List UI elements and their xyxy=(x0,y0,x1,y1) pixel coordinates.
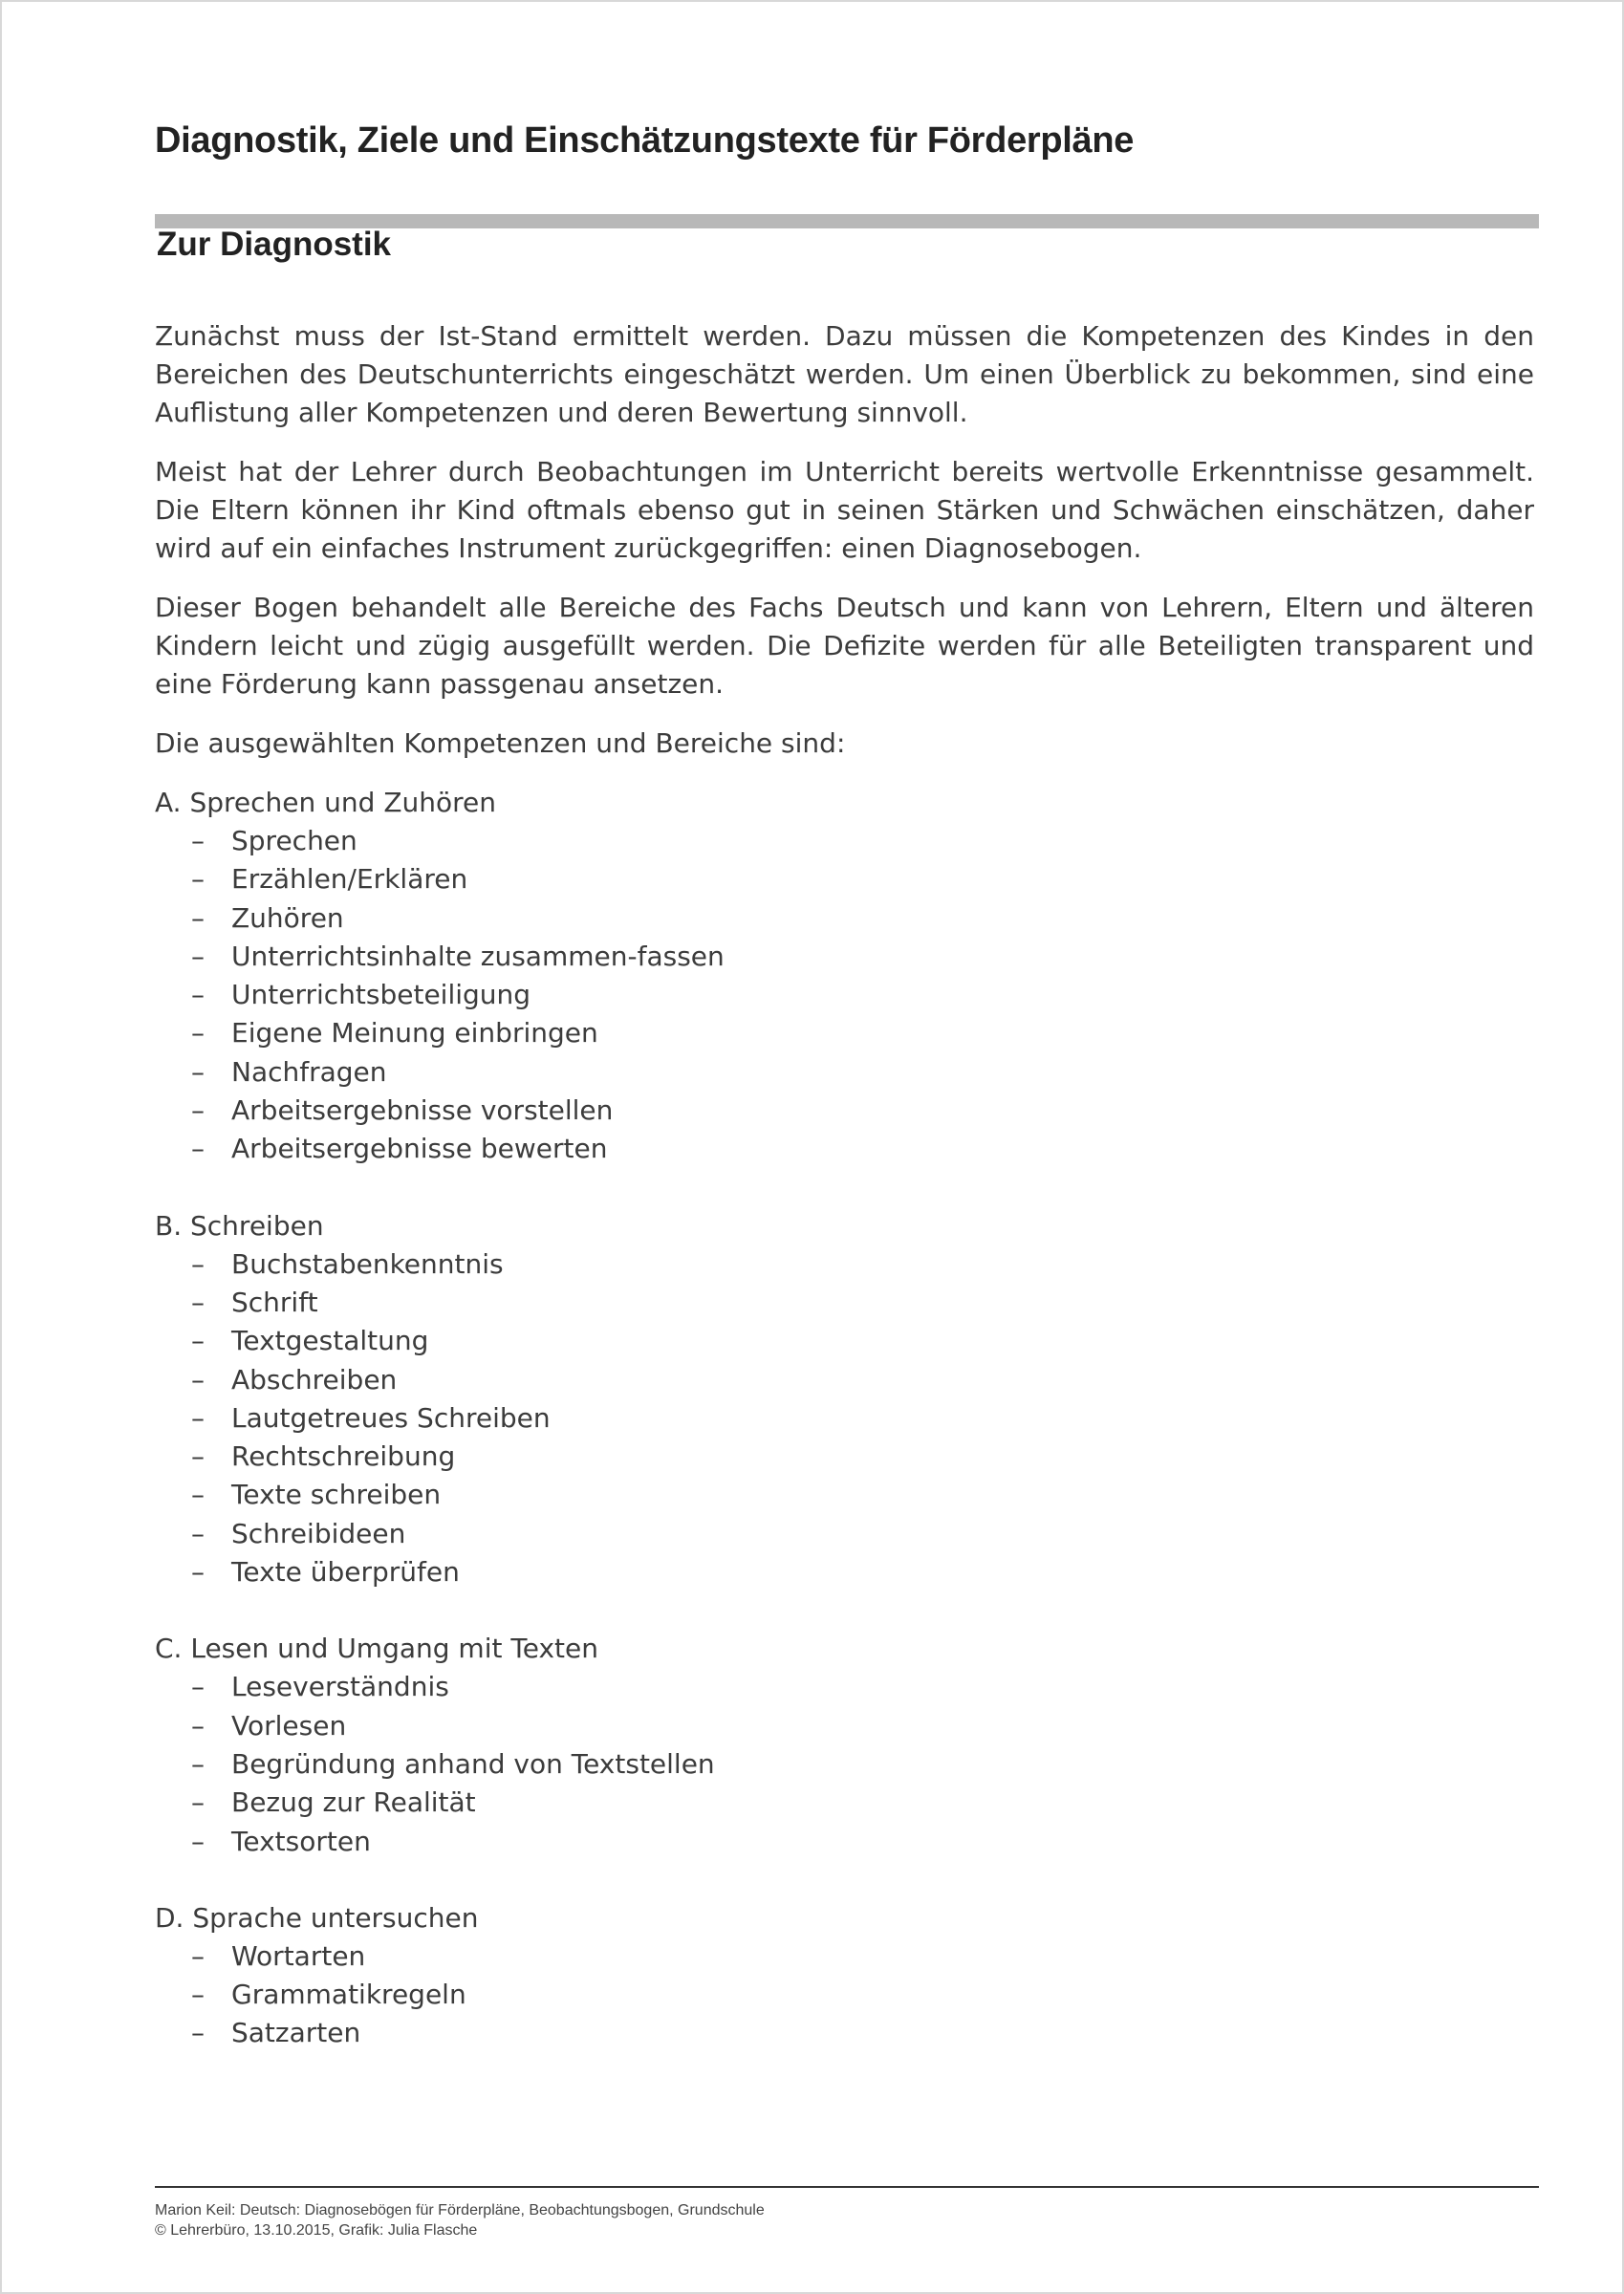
section-heading: B. Schreiben xyxy=(155,1209,324,1242)
document-body xyxy=(155,317,1534,2053)
paragraph: Dieser Bogen behandelt alle Bereiche des Fachs Deutsch und kann von Lehrern, Eltern und älteren Kindern leicht und zügig ausgefüllt werden. Die Defizite werden für alle Beteiligten transparent und eine Förderung kann passgenau ansetzen. xyxy=(155,592,1534,700)
footer-divider xyxy=(155,2186,1539,2188)
section-heading: C. Lesen und Umgang mit Texten xyxy=(155,1633,598,1665)
list-item: – Grammatikregeln xyxy=(155,1976,1534,2014)
list-item: – Bezug zur Realität xyxy=(155,1784,1534,1822)
dash-bullet: – xyxy=(191,1671,205,1703)
list-item: – Arbeitsergebnisse bewerten xyxy=(155,1130,1534,1168)
dash-bullet: – xyxy=(191,1709,205,1742)
list-item: – Buchstabenkenntnis xyxy=(155,1245,1534,1284)
list-item: – Lautgetreues Schreiben xyxy=(155,1399,1534,1438)
list-item: – Satzarten xyxy=(155,2014,1534,2052)
dash-bullet: – xyxy=(191,940,205,972)
list-item: – Unterrichtsbeteiligung xyxy=(155,976,1534,1014)
competence-section-b xyxy=(155,1207,1534,1592)
dash-bullet: – xyxy=(191,1979,205,2011)
footer-copyright: © Lehrerbüro, 13.10.2015, Grafik: Julia Flasche xyxy=(155,2222,478,2239)
dash-bullet: – xyxy=(191,1556,205,1589)
dash-bullet: – xyxy=(191,1786,205,1819)
dash-bullet: – xyxy=(191,1055,205,1088)
list-item: – Erzählen/Erklären xyxy=(155,860,1534,898)
competence-section-a xyxy=(155,784,1534,1169)
dash-bullet: – xyxy=(191,1094,205,1127)
list-item: – Sprechen xyxy=(155,822,1534,860)
dash-bullet: – xyxy=(191,863,205,896)
list-item: – Texte überprüfen xyxy=(155,1553,1534,1591)
footer-citation: Marion Keil: Deutsch: Diagnosebögen für Förderpläne, Beobachtungsbogen, Grundschule xyxy=(155,2202,765,2218)
list-item: – Rechtschreibung xyxy=(155,1438,1534,1476)
list-item: – Eigene Meinung einbringen xyxy=(155,1014,1534,1052)
dash-bullet: – xyxy=(191,1286,205,1318)
dash-bullet: – xyxy=(191,1247,205,1280)
list-item: – Unterrichtsinhalte zusammen-fassen xyxy=(155,938,1534,976)
dash-bullet: – xyxy=(191,1325,205,1357)
competence-list xyxy=(155,1245,1534,1592)
competence-list xyxy=(155,822,1534,1169)
dash-bullet: – xyxy=(191,1825,205,1857)
section-heading: A. Sprechen und Zuhören xyxy=(155,787,496,818)
competence-section-d xyxy=(155,1899,1534,2053)
list-item: – Texte schreiben xyxy=(155,1476,1534,1514)
competence-section-c xyxy=(155,1630,1534,1860)
dash-bullet: – xyxy=(191,1747,205,1780)
dash-bullet: – xyxy=(191,1363,205,1396)
list-item: – Wortarten xyxy=(155,1937,1534,1976)
list-item: – Nachfragen xyxy=(155,1053,1534,1092)
footer xyxy=(155,2200,765,2240)
document-title: Diagnostik, Ziele und Einschätzungstexte für Förderpläne xyxy=(155,120,1135,161)
dash-bullet: – xyxy=(191,1133,205,1165)
dash-bullet: – xyxy=(191,1440,205,1473)
paragraph: Zunächst muss der Ist-Stand ermittelt werden. Dazu müssen die Kompetenzen des Kindes in den Bereichen des Deutschunterrichts eingeschätzt werden. Um einen Überblick zu bekommen, sind eine Auflistung aller Kompetenzen und deren Bewertung sinnvoll. xyxy=(155,320,1534,428)
list-item: – Abschreiben xyxy=(155,1361,1534,1399)
list-item: – Schreibideen xyxy=(155,1515,1534,1553)
section-heading: D. Sprache untersuchen xyxy=(155,1901,479,1934)
dash-bullet: – xyxy=(191,1939,205,1972)
dash-bullet: – xyxy=(191,901,205,934)
section-title: Zur Diagnostik xyxy=(157,226,392,263)
list-item: – Schrift xyxy=(155,1284,1534,1322)
dash-bullet: – xyxy=(191,825,205,856)
list-item: – Arbeitsergebnisse vorstellen xyxy=(155,1092,1534,1130)
dash-bullet: – xyxy=(191,1517,205,1549)
dash-bullet: – xyxy=(191,2017,205,2049)
dash-bullet: – xyxy=(191,1017,205,1050)
list-item: – Textgestaltung xyxy=(155,1322,1534,1360)
dash-bullet: – xyxy=(191,979,205,1011)
list-item: – Zuhören xyxy=(155,899,1534,938)
dash-bullet: – xyxy=(191,1401,205,1434)
list-item: – Leseverständnis xyxy=(155,1668,1534,1706)
dash-bullet: – xyxy=(191,1479,205,1511)
list-item: – Begründung anhand von Textstellen xyxy=(155,1745,1534,1784)
list-item: – Vorlesen xyxy=(155,1707,1534,1745)
competence-list xyxy=(155,1937,1534,2053)
competence-list xyxy=(155,1668,1534,1860)
paragraph: Meist hat der Lehrer durch Beobachtungen im Unterricht bereits wertvolle Erkenntnisse gesammelt. Die Eltern können ihr Kind oftmals ebenso gut in seinen Stärken und Schwächen einschätzen, daher wird auf ein einfaches Instrument zurückgegriffen: einen Diagnosebogen. xyxy=(155,456,1534,564)
list-item: – Textsorten xyxy=(155,1823,1534,1861)
paragraph: Die ausgewählten Kompetenzen und Bereiche sind: xyxy=(155,727,846,759)
